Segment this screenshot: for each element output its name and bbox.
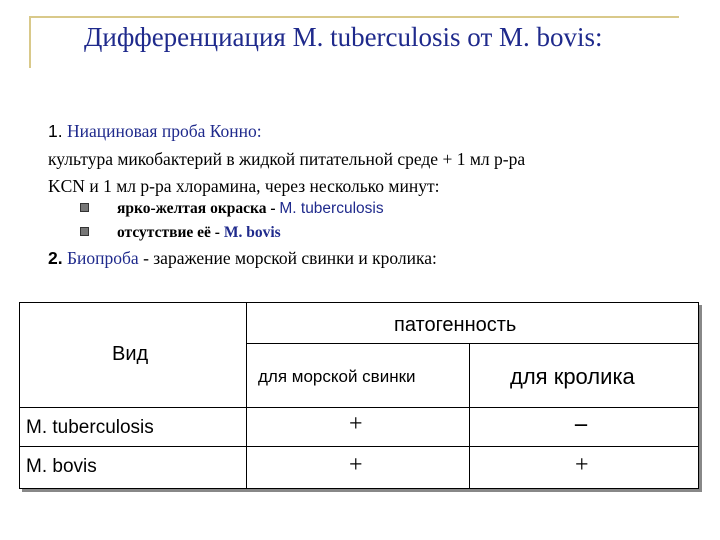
square-bullet-icon — [80, 227, 89, 236]
item2-text: - заражение морской свинки и кролика: — [138, 248, 437, 268]
bullet-2-species: M. bovis — [223, 224, 281, 241]
row-species: M. tuberculosis — [26, 417, 154, 438]
square-bullet-icon — [80, 203, 89, 212]
table-divider — [246, 303, 247, 488]
pathogenicity-table — [19, 302, 699, 489]
bullet-1-species: M. tuberculosis — [279, 200, 384, 217]
table-divider — [20, 407, 698, 408]
row-rabbit-value: + — [575, 452, 589, 478]
row-rabbit-value: – — [575, 411, 587, 437]
item2-line — [48, 248, 437, 269]
guinea-pig-header: для морской свинки — [258, 367, 416, 386]
rabbit-header: для кролика — [510, 364, 635, 389]
item1-text-line2: KCN и 1 мл р-ра хлорамина, через несколько минут: — [48, 176, 440, 196]
row-species: M. bovis — [26, 456, 97, 477]
item2-heading: Биопроба — [66, 248, 139, 268]
table-divider — [246, 343, 698, 344]
bullet-1-text: ярко-желтая окраска - — [117, 200, 280, 217]
bullet-item-1 — [80, 200, 384, 218]
row-guinea-pig-value: + — [349, 411, 363, 437]
bullet-2-text: отсутствие её - — [117, 224, 224, 241]
item1-text-line1: культура микобактерий в жидкой питательной среде + 1 мл р-ра — [48, 149, 526, 169]
species-header: Вид — [112, 343, 149, 365]
item1-heading: Ниациновая проба Конно: — [66, 121, 262, 141]
row-guinea-pig-value: + — [349, 452, 363, 478]
item2-number: 2. — [48, 248, 63, 268]
pathogenicity-header: патогенность — [394, 314, 517, 336]
item1-heading-line — [48, 121, 262, 142]
item1-number: 1. — [48, 121, 63, 141]
slide-title: Дифференциация M. tuberculosis от M. bovis: — [84, 22, 603, 52]
bullet-item-2 — [80, 224, 281, 242]
table-divider — [20, 446, 698, 447]
table-divider — [469, 343, 470, 488]
